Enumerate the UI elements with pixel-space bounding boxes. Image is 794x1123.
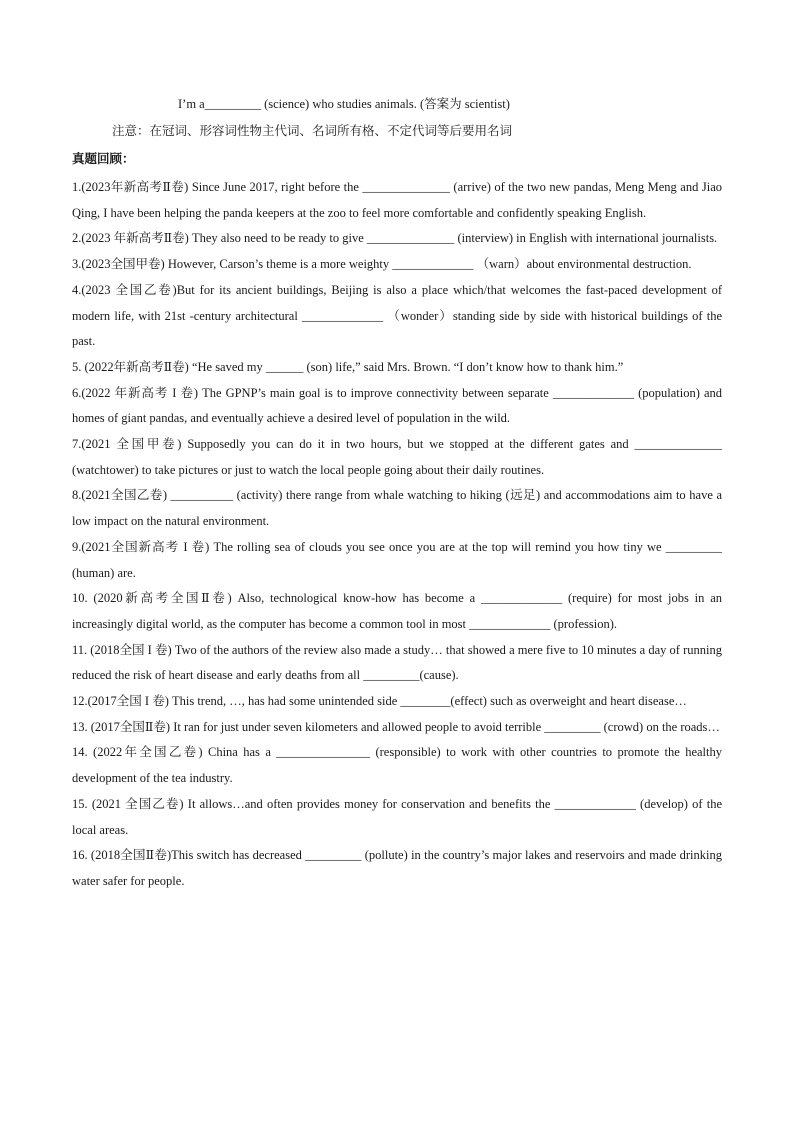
exercise-item-7: 7.(2021 全国甲卷) Supposedly you can do it in two hours, but we stopped at the different gates and ______________ (watchtower) to take pictures or just to watch the local people going about their daily routines.: [72, 437, 722, 477]
exercise-item-4: 4.(2023 全国乙卷)But for its ancient buildings, Beijing is also a place which/that welcomes the fast-paced development of modern life, with 21st -century architectural _____________ （wonder）standing side by side with historical buildings of the past.: [72, 282, 722, 349]
grammar-note: 注意：在冠词、形容词性物主代词、名词所有格、不定代词等后要用名词: [112, 124, 513, 138]
exercise-item-8: 8.(2021全国乙卷) __________ (activity) there range from whale watching to hiking (远足) and accommodations aim to have a low impact on the natural environment.: [72, 488, 722, 529]
exercise-list: [72, 175, 722, 895]
exercise-item-11: 11. (2018全国 I 卷) Two of the authors of the review also made a study… that showed a mere five to 10 minutes a day of running reduced the risk of heart disease and early deaths from all _________(cause).: [72, 642, 722, 683]
exercise-item-3: 3.(2023全国甲卷) However, Carson’s theme is a more weighty _____________ （warn）about environmental destruction.: [72, 257, 692, 272]
exercise-item-14: 14. (2022年全国乙卷) China has a _______________ (responsible) to work with other countries to promote the healthy development of the tea industry.: [72, 745, 722, 786]
exercise-item-6: 6.(2022 年新高考 I 卷) The GPNP’s main goal is to improve connectivity between separate _____________ (population) and homes of giant pandas, and eventually achieve a desired level of population in the wild.: [72, 385, 722, 426]
exercise-item-12: 12.(2017全国 I 卷) This trend, …, has had some unintended side ________(effect) such as overweight and heart disease…: [72, 694, 687, 709]
exercise-item-15: 15. (2021 全国乙卷) It allows…and often provides money for conservation and benefits the _____________ (develop) of the local areas.: [72, 796, 722, 837]
exercise-item-1: 1.(2023年新高考Ⅱ卷) Since June 2017, right before the ______________ (arrive) of the two new pandas, Meng Meng and Jiao Qing, I have been helping the panda keepers at the zoo to feel more comfortable and confidently speaking English.: [72, 180, 722, 220]
section-heading: 真题回顾：: [72, 152, 135, 166]
exercise-item-9: 9.(2021全国新高考 I 卷) The rolling sea of clouds you see once you are at the top will remind you how tiny we _________ (human) are.: [72, 539, 722, 580]
example-sentence: I’m a_________ (science) who studies animals. (答案为 scientist): [178, 97, 510, 111]
exercise-item-16: 16. (2018全国Ⅱ卷)This switch has decreased _________ (pollute) in the country’s major lakes and reservoirs and made drinking water safer for people.: [72, 848, 722, 888]
exercise-item-2: 2.(2023 年新高考Ⅱ卷) They also need to be ready to give ______________ (interview) in English with international journalists.: [72, 231, 718, 246]
exercise-item-5: 5. (2022年新高考Ⅱ卷) “He saved my ______ (son) life,” said Mrs. Brown. “I don’t know how to thank him.”: [72, 359, 624, 374]
exercise-item-13: 13. (2017全国Ⅱ卷) It ran for just under seven kilometers and allowed people to avoid terrible _________ (crowd) on the roads…: [72, 719, 720, 734]
exercise-item-10: 10. (2020新高考全国Ⅱ卷) Also, technological know-how has become a _____________ (require) for most jobs in an increasingly digital world, as the computer has become a common tool in most _____________ (profession).: [72, 591, 722, 631]
